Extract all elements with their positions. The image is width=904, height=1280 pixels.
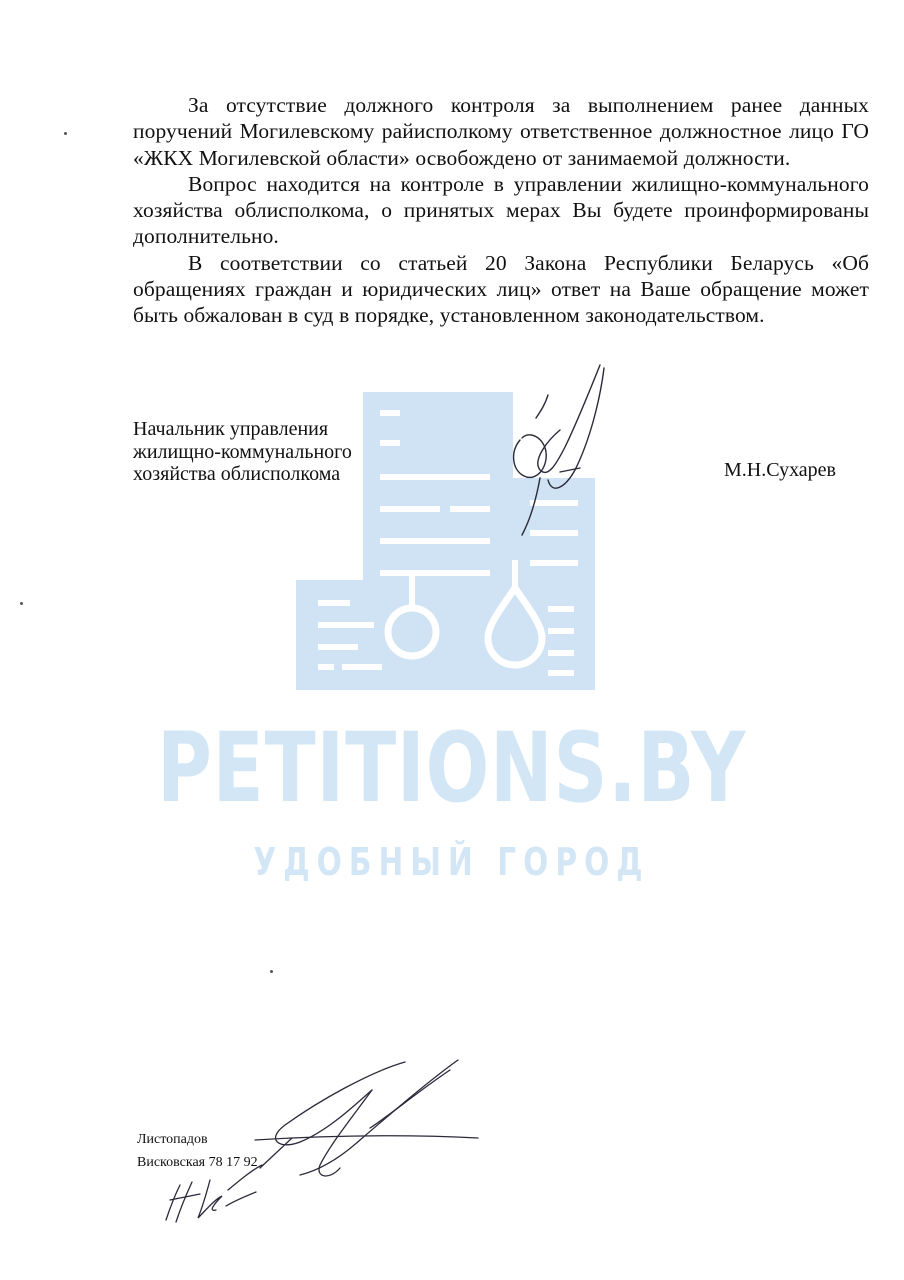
paragraph-appeal-rights: В соответствии со статьей 20 Закона Республики Беларусь «Об обращениях граждан и юридических лиц» ответ на Ваше обращение может быть обжалован в суд в порядке, установленном законодательством. xyxy=(133,250,869,328)
signatory-name: М.Н.Сухарев xyxy=(724,459,837,481)
executor-name: Листопадов xyxy=(137,1132,208,1147)
executor-contact: Висковская 78 17 92 xyxy=(137,1155,258,1170)
signatory-position xyxy=(133,418,352,486)
letter-body xyxy=(133,92,869,329)
scan-speck xyxy=(64,132,67,135)
watermark-title: PETITIONS.BY xyxy=(156,712,747,824)
executor-info xyxy=(137,1128,258,1174)
position-line: хозяйства облисполкома xyxy=(133,463,341,485)
paragraph-control: За отсутствие должного контроля за выполнением ранее данных поручений Могилевскому райисполкому ответственное должностное лицо ГО «ЖКХ Могилевской области» освобождено от занимаемой должности. xyxy=(133,93,869,170)
scan-speck xyxy=(270,970,273,973)
scan-speck xyxy=(20,602,23,605)
paragraph-monitoring: Вопрос находится на контроле в управлении жилищно-коммунального хозяйства облисполкома, о принятых мерах Вы будете проинформированы дополнительно. xyxy=(133,171,869,249)
position-line: Начальник управления xyxy=(133,418,329,440)
watermark-subtitle: УДОБНЫЙ ГОРОД xyxy=(253,840,650,884)
position-line: жилищно-коммунального xyxy=(133,440,352,463)
